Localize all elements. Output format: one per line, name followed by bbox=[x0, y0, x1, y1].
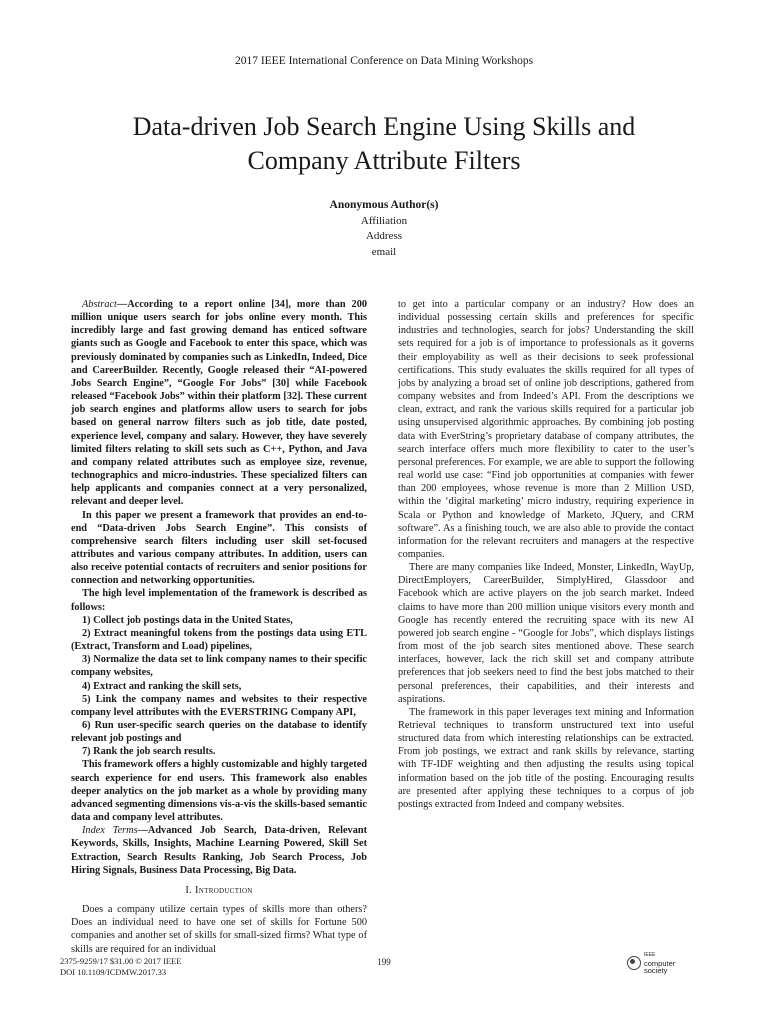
intro-paragraph-1-continued: to get into a particular company or an industry? How does an individual possessing certain skills and preferences for specific industries and technologies, search for jobs? Understanding the skill sets required for a job is of importance to professionals as it governs their employability as well as their decisions to seek professional certifications. This study evaluates the skills required for all types of jobs by analyzing a broad set of online job descriptions, gathered from company websites and from Indeed’s API. From the descriptions we clean, extract, and rank the various skills required for a particular job using unsupervised algorithmic approaches. By combining job posting data with EverString’s proprietary database of company attributes, the search interface offers much more flexibility to cater to the user’s personal preferences. For example, we are able to support the following real world use case: “Find job opportunities at companies with fewer than 200 employees, whose revenue is more than 2 Million USD, within the ‘digital marketing’ micro industry, requiring experience in Scala or Python and knowledge of Marketo, JQuery, and CRM software”. As a finishing touch, we are also able to provide the contact information for the relevant recruiters and managers at the respective companies. bbox=[398, 299, 694, 560]
abstract-paragraph-3: The high level implementation of the framework is described as follows: bbox=[71, 588, 367, 613]
logo-line-2: society bbox=[644, 966, 668, 975]
computer-society-icon bbox=[627, 956, 641, 970]
page-number: 199 bbox=[377, 957, 391, 967]
list-item: 1) Collect job postings data in the United States, bbox=[82, 614, 293, 626]
abstract-paragraph-4: This framework offers a highly customizable and highly targeted search experience for end users. This framework also enables deeper analytics on the job market as a whole by providing many advanced segmenting dimensions vis-a-vis the skills-based semantic data and company level attributes. bbox=[71, 759, 367, 824]
list-item: 6) Run user-specific search queries on the database to identify relevant job postings and bbox=[71, 720, 367, 745]
list-item: 4) Extract and ranking the skill sets, bbox=[82, 680, 242, 692]
paper-title bbox=[60, 110, 708, 178]
logo-text bbox=[644, 952, 675, 975]
title-line-2: Company Attribute Filters bbox=[247, 146, 521, 175]
author-block bbox=[0, 198, 768, 260]
conference-header: 2017 IEEE International Conference on Data Mining Workshops bbox=[234, 55, 534, 67]
list-item: 5) Link the company names and websites to their respective company level attributes with the EVERSTRING Company API, bbox=[71, 693, 367, 718]
list-item: 2) Extract meaningful tokens from the postings data using ETL (Extract, Transform and Load) pipelines, bbox=[71, 627, 367, 653]
author-name: Anonymous Author(s) bbox=[329, 199, 439, 211]
footer-issn: 2375-9259/17 $31.00 © 2017 IEEE bbox=[60, 956, 182, 966]
abstract-label: Abstract bbox=[82, 299, 117, 310]
author-email: email bbox=[371, 245, 397, 258]
abstract-body: —According to a report online [34], more than 200 million unique users search for jobs online every month. This incredibly large and fast growing demand has enticed software giants such as Google and Facebook to enter this space, which was previously dominated by companies such as LinkedIn, Indeed, Dice and CareerBuilder. Recently, Google released their “AI-powered Jobs Search Engine”, “Google For Jobs” [30] while Facebook released “Facebook Jobs” within their platform [32]. These current job search engines and platforms allow users to search for jobs based on general narrow filters such as job title, date posted, experience level, company and salary. However, they have severely limited filters relating to skill sets such as C++, Python, and Java and company related attributes such as employee size, revenue, technographics and micro-industries. These specialized filters can help applicants and companies connect at a very personalized, relevant and deeper level. bbox=[71, 299, 367, 508]
intro-paragraph-3: The framework in this paper leverages text mining and Information Retrieval techniques to transform unstructured text into useful structured data from which interesting relationships can be extracted. From job postings, we extract and rank skills by relevance, starting with TF-IDF weighting and then adjusting the results using topical information based on the job title of the posting. Encouraging results are presented after applying these techniques to a corpus of job postings extracted from Indeed and company websites. bbox=[398, 706, 694, 810]
list-item: 3) Normalize the data set to link company names to their specific company websites, bbox=[71, 654, 367, 679]
footer-doi: DOI 10.1109/ICDMW.2017.33 bbox=[60, 967, 167, 977]
intro-paragraph-2: There are many companies like Indeed, Monster, LinkedIn, WayUp, DirectEmployers, CareerBuilder, SimplyHired, Glassdoor and Facebook which are active players on the job search market. Indeed claims to have more than 200 million unique visitors every month and Google has recently entered the recruiting space with its new AI powered job search engine - “Google for Jobs”, which displays listings from most of the job search sites mentioned above. These search interfaces, however, lack the rich skill set and company attribute preferences that job seekers need to find the best jobs matched to their personal preferences, their capabilities, and their interests and aspirations. bbox=[398, 562, 694, 705]
logo-ieee: IEEE bbox=[644, 952, 656, 958]
author-address: Address bbox=[365, 230, 403, 242]
index-terms bbox=[71, 824, 367, 877]
section-heading-introduction bbox=[71, 884, 367, 897]
left-column bbox=[71, 298, 367, 956]
index-terms-label: Index Terms bbox=[82, 825, 138, 837]
list-item: 7) Rank the job search results. bbox=[82, 746, 216, 758]
section-number: I. bbox=[185, 884, 195, 896]
author-affiliation: Affiliation bbox=[360, 214, 408, 227]
computer-society-logo bbox=[627, 952, 675, 975]
logo-line-1: computer bbox=[644, 958, 676, 968]
right-column bbox=[398, 298, 694, 811]
intro-paragraph-1: Does a company utilize certain types of skills more than others? Does an individual need to have one set of skills for Fortune 500 companies and another set of skills for small-sized firms? What type of skills are required for an individual bbox=[71, 904, 367, 955]
section-title: Introduction bbox=[195, 884, 253, 896]
abstract-paragraph-2: In this paper we present a framework that provides an end-to-end “Data-driven Jobs Search Engine”. This consists of comprehensive search filters including user skill set-focused attributes and various company attributes. In addition, users can also receive potential contacts of recruiters and senior positions for connection and networking opportunities. bbox=[71, 509, 367, 587]
title-line-1: Data-driven Job Search Engine Using Skills and bbox=[132, 112, 636, 141]
index-terms-body: —Advanced Job Search, Data-driven, Relevant Keywords, Skills, Insights, Machine Learning Powered, Skill Set Extraction, Search Results Ranking, Job Search Process, Job Hiring Signals, Business Data Processing, Big Data. bbox=[71, 825, 367, 876]
abstract-paragraph bbox=[71, 298, 367, 509]
